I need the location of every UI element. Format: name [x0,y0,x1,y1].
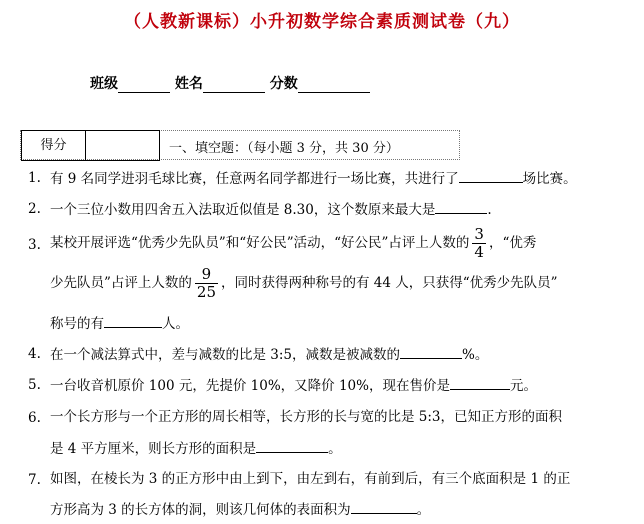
question-7-line-2 [50,499,430,519]
name-blank[interactable] [203,78,265,93]
question-number: 7. [28,472,41,488]
question-text: 场比赛。 [522,171,577,187]
score-table [20,130,460,160]
answer-blank[interactable] [450,375,510,390]
question-text: 是 4 平方厘米，则长方形的面积是 [50,441,257,457]
question-text: 元。 [509,378,537,394]
question-3-line-1 [50,226,536,261]
answer-blank[interactable] [400,344,462,359]
question-3-line-2 [50,266,558,301]
question-6-line-1 [50,408,562,426]
answer-blank[interactable] [256,438,328,453]
answer-blank[interactable] [435,199,487,214]
question-text: 有 9 名同学进羽毛球比赛，任意两名同学都进行一场比赛，共进行了 [50,171,459,187]
question-text: 某校开展评选“优秀少先队员”和“好公民”活动，“好公民”占评上人数的 [50,235,470,251]
score-cell-box[interactable] [85,130,160,161]
question-6-line-2 [50,438,342,458]
name-label: 姓名 [174,76,203,92]
score-label: 分数 [269,76,298,92]
question-3-line-3 [50,313,189,333]
question-2 [50,199,492,219]
question-number: 3. [28,237,41,253]
answer-blank[interactable] [104,313,162,328]
answer-blank[interactable] [459,168,523,183]
question-number: 1. [28,170,41,186]
question-text: ，同时获得两种称号的有 44 人，只获得“优秀少先队员” [221,275,558,291]
question-number: 5. [28,377,41,393]
question-text: ，“优秀 [488,235,537,251]
question-text: 。 [328,441,342,457]
answer-blank[interactable] [351,499,417,514]
question-text: 一台收音机原价 100 元，先提价 10%，又降价 10%，现在售价是 [50,378,450,394]
class-blank[interactable] [118,78,170,93]
question-text: %。 [462,347,489,363]
score-cell-label: 得分 [21,130,86,161]
question-5 [50,375,537,395]
question-text: 在一个减法算式中，差与减数的比是 3:5，减数是被减数的 [50,347,401,363]
question-number: 4. [28,346,41,362]
section-heading: 一、填空题：（每小题 3 分，共 30 分） [169,141,399,156]
question-text: 一个长方形与一个正方形的周长相等，长方形的长与宽的比是 5:3，已知正方形的面积 [50,409,563,425]
score-blank[interactable] [298,78,370,93]
class-label: 班级 [90,76,118,92]
question-text: 如图，在棱长为 3 的正方形中由上到下，由左到右，有前到后，有三个底面积是 1 的正 [50,471,571,487]
question-text: 方形高为 3 的长方体的洞，则该几何体的表面积为 [50,502,351,518]
fraction-3-4: $\frac{3}{4}$ [474,225,484,261]
fraction-9-25: $\frac{9}{25}$ [196,265,216,301]
question-1 [50,168,577,188]
question-number: 2. [28,201,41,217]
question-4 [50,344,488,364]
question-text: . [487,202,492,218]
question-text: 少先队员”占评上人数的 [50,275,192,291]
question-text: 人。 [162,316,189,332]
page-title: （人教新课标）小升初数学综合素质测试卷（九） [124,12,520,32]
question-7-line-1 [50,470,570,488]
question-text: 称号的有 [50,316,104,332]
question-number: 6. [28,410,41,426]
student-info-line [90,73,370,93]
question-text: 一个三位小数用四舍五入法取近似值是 8.30，这个数原来最大是 [50,202,436,218]
question-text: 。 [416,502,431,518]
